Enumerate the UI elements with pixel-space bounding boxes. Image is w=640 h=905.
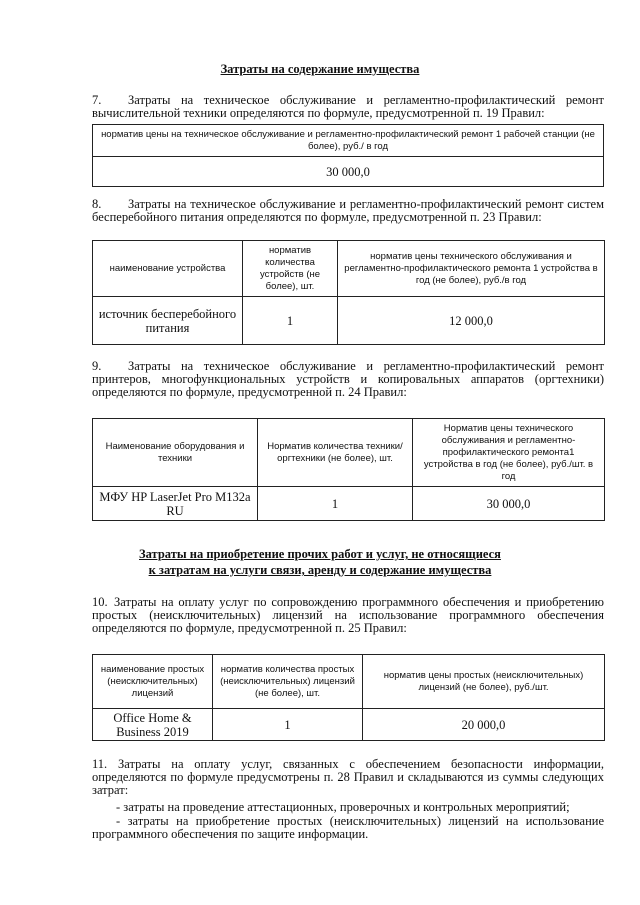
table-header-cell: Норматив количества техники/оргтехники (не более), шт. bbox=[258, 419, 413, 487]
table-header-cell: норматив количества простых (неисключительных) лицензий (не более), шт. bbox=[213, 655, 363, 709]
table-header-cell: наименование устройства bbox=[93, 241, 243, 297]
paragraph-7 bbox=[92, 94, 604, 120]
table-workstation-maintenance bbox=[92, 124, 604, 187]
table-cell-device-name: источник бесперебойного питания bbox=[93, 297, 243, 345]
table-cell-price: 30 000,0 bbox=[413, 487, 605, 521]
paragraph-text: 11. Затраты на оплату услуг, связанных с обеспечением безопасности информации, определяются по формуле предусмотрены п. 28 Правил и складываются из суммы следующих затрат: bbox=[92, 757, 604, 797]
paragraph-text: Затраты на техническое обслуживание и регламентно-профилактический ремонт вычислительной техники определяются по формуле, предусмотренной п. 19 Правил: bbox=[92, 93, 604, 120]
section-heading-other-services-line2: к затратам на услуги связи, аренду и содержание имущества bbox=[148, 563, 492, 577]
paragraph-text: Затраты на оплату услуг по сопровождению программного обеспечения и приобретению простых (неисключительных) лицензий на использование программного обеспечения определяются по формуле, предусмотренной п. 25 Правил: bbox=[92, 595, 604, 635]
table-cell-device-name: МФУ HP LaserJet Pro M132a RU bbox=[93, 487, 258, 521]
table-header-cell: наименование простых (неисключительных) лицензий bbox=[93, 655, 213, 709]
table-cell-quantity: 1 bbox=[213, 709, 363, 741]
table-header-cell: Наименование оборудования и техники bbox=[93, 419, 258, 487]
table-cell-license-name: Office Home & Business 2019 bbox=[93, 709, 213, 741]
paragraph-8 bbox=[92, 198, 604, 224]
table-cell-quantity: 1 bbox=[258, 487, 413, 521]
table-software-licenses bbox=[92, 654, 605, 741]
paragraph-number: 9. bbox=[92, 359, 102, 373]
paragraph-10 bbox=[92, 596, 604, 635]
table-ups-maintenance bbox=[92, 240, 605, 345]
table-cell-price: 20 000,0 bbox=[363, 709, 605, 741]
table-header-cell: норматив цены технического обслуживания и регламентно-профилактического ремонта 1 устройства в год (не более), руб./в год bbox=[338, 241, 605, 297]
table-printer-maintenance bbox=[92, 418, 605, 521]
table-header-cell: норматив цены простых (неисключительных) лицензий (не более), руб./шт. bbox=[363, 655, 605, 709]
paragraph-11 bbox=[92, 758, 604, 797]
section-heading-other-services-line1: Затраты на приобретение прочих работ и услуг, не относящиеся bbox=[139, 547, 501, 561]
table-cell-quantity: 1 bbox=[243, 297, 338, 345]
paragraph-number: 7. bbox=[92, 93, 102, 107]
paragraph-text: Затраты на техническое обслуживание и регламентно-профилактический ремонт систем бесперебойного питания определяются по формуле, предусмотренной п. 23 Правил: bbox=[92, 197, 604, 224]
list-item-attestation: - затраты на проведение аттестационных, проверочных и контрольных мероприятий; bbox=[116, 800, 570, 814]
list-item-security-licenses: - затраты на приобретение простых (неисключительных) лицензий на использование программного обеспечения по защите информации. bbox=[92, 814, 604, 841]
table-cell-price: 12 000,0 bbox=[338, 297, 605, 345]
paragraph-9 bbox=[92, 360, 604, 399]
section-heading-property-maintenance: Затраты на содержание имущества bbox=[220, 62, 420, 76]
table-header-cell: норматив цены на техническое обслуживание и регламентно-профилактический ремонт 1 рабочей станции (не более), руб./ в год bbox=[93, 125, 604, 157]
table-header-cell: норматив количества устройств (не более), шт. bbox=[243, 241, 338, 297]
paragraph-text: Затраты на техническое обслуживание и регламентно-профилактический ремонт принтеров, многофункциональных устройств и копировальных аппаратов (оргтехники) определяются по формуле, предусмотренной п. 24 Правил: bbox=[92, 359, 604, 399]
paragraph-number: 8. bbox=[92, 197, 102, 211]
table-cell-price: 30 000,0 bbox=[93, 157, 604, 187]
table-header-cell: Норматив цены технического обслуживания и регламентно-профилактического ремонта1 устройства в год (не более), руб./шт. в год bbox=[413, 419, 605, 487]
paragraph-number: 10. bbox=[92, 595, 108, 609]
